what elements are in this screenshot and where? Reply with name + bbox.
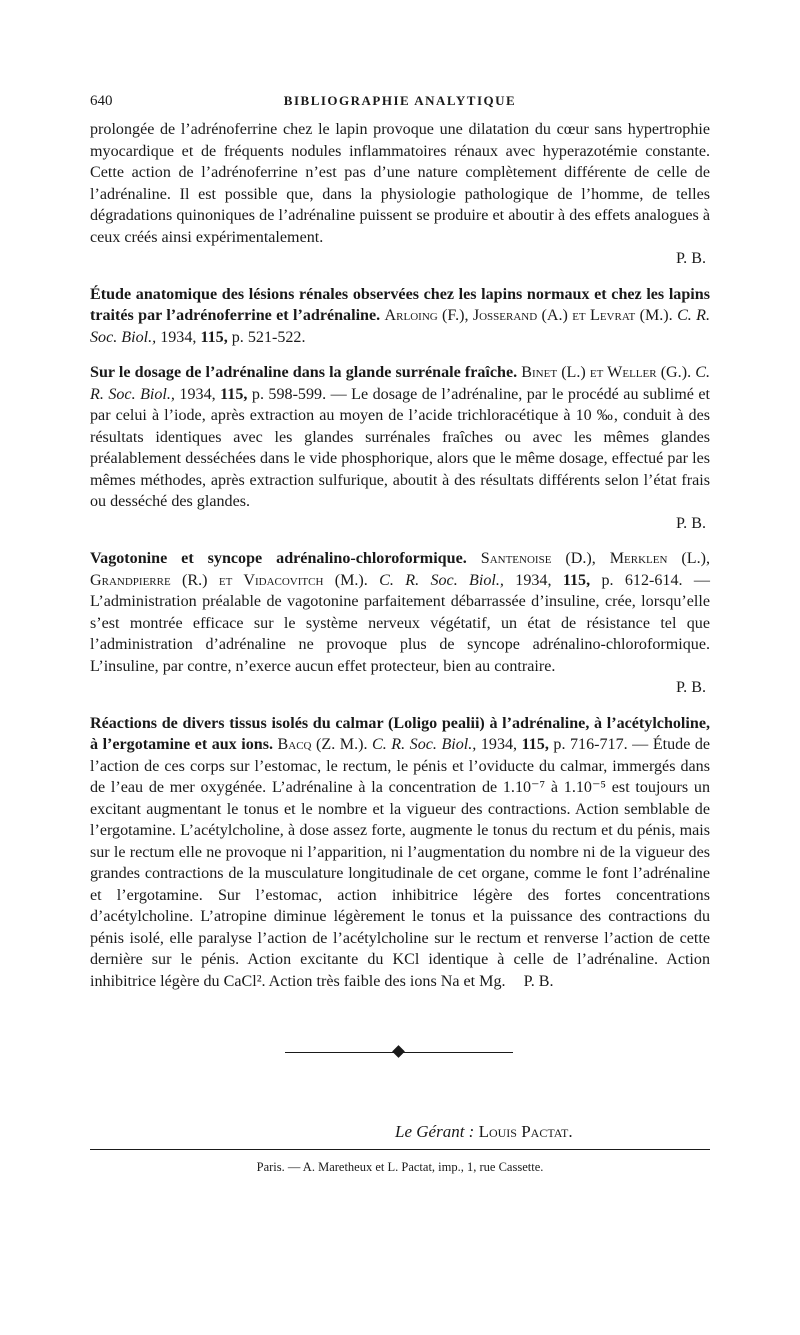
entry-volume: 115, — [220, 385, 248, 403]
entry-text: Étude de l’action de ces corps sur l’estomac, le rectum, le pénis et l’oviducte du calmar, immergés dans de l’eau de mer oxygénée. L’adrénaline à la concentration de 1.10⁻⁷ à 1.10⁻⁵ est toujours un excitant augmentant le tonus et le nombre et la vigueur des contractions. Action semblable de l’ergotamine. L’acétylcholine, à dose assez forte, augmente le tonus du rectum et du pénis, mais sur le rectum elle ne provoque ni l’apparition, ni l’augmentation du nombre ni de la vigueur des grandes contractions de la musculature longitudinale de cet organe, comme le font l’adrénaline et l’ergotamine. Sur l’estomac, action inhibitrice légère des fortes concentrations d’acétylcholine. L’atropine diminue légèrement le tonus et la puissance des contractions du pénis isolé, elle paralyse l’action de l’acétylcholine sur le rectum et renverse l’action de cette dernière sur le pénis. Action excitante du KCl identique à celle de l’adrénaline. Action inhibitrice légère du CaCl². Action très faible des ions Na et Mg. — [90, 736, 711, 990]
footer-rule — [90, 1149, 710, 1150]
diamond-ornament-icon — [392, 1045, 405, 1058]
entry-year: 1934, — [515, 571, 552, 589]
entry-text: prolongée de l’adrénoferrine chez le lapin provoque une dilatation du cœur sans hypertrophie myocardique et de fréquents nodules inflammatoires rénaux avec hyperazotémie constante. Cette action de l’adrénoferrine n’est pas d’une nature complètement différente de celle de l’adrénaline. Il est possible que, dans la physiologie pathologique de l’homme, de telles dégradations quinoniques de l’adrénaline puissent se produire et aboutir à des effets analogues à ceux créés ainsi expérimentalement. — [90, 121, 710, 246]
entry-signature: P. B. — [523, 972, 554, 990]
entry-journal: C. R. Soc. Biol., — [90, 307, 711, 346]
running-title: BIBLIOGRAPHIE ANALYTIQUE — [283, 93, 517, 108]
entry-text: Le dosage de l’adrénaline, par le procédé au sublimé et par celui à l’iode, après extraction au moyen de l’acide trichloracétique à 10 ‰, conduit à des résultats identiques avec les glandes surrénales fraîches ou avec les mêmes glandes préalablement desséchées dans le vide phosphorique, alors que le même dosage, effectué par les mêmes méthodes, après extraction sulfurique, aboutit à des résultats différents selon l’état frais ou desséché des glandes. — [90, 385, 711, 510]
entry-signature: P. B. — [676, 250, 706, 267]
entry-signature: P. B. — [676, 679, 706, 696]
entry-pages: p. 716-717. — — [553, 736, 649, 753]
gerant-name: Louis Pactat. — [478, 1122, 573, 1141]
entry-signature: P. B. — [676, 514, 706, 532]
entry-continuation — [90, 119, 710, 270]
entry-year: 1934, — [179, 385, 216, 403]
page-number: 640 — [90, 93, 113, 109]
entry-volume: 115, — [200, 328, 228, 346]
gerant-label: Le Gérant : — [395, 1122, 475, 1141]
page-header — [90, 93, 710, 115]
entry-title: Vagotonine et syncope adrénalino-chloroformique. — [90, 550, 467, 567]
entry-authors: Arloing (F.), Josserand (A.) et Levrat (M.). — [384, 307, 673, 324]
entry-title: Étude anatomique des lésions rénales observées chez les lapins normaux et chez les lapins traités par l’adrénoferrine et l’adrénaline. — [90, 285, 710, 324]
entry-authors: Binet (L.) et Weller (G.). — [521, 364, 692, 381]
entry-bacq — [90, 713, 710, 993]
entry-year: 1934, — [160, 328, 197, 346]
gerant-line — [395, 1122, 573, 1142]
entry-authors: Santenoise (D.), Merklen (L.), Grandpierre (R.) et Vidacovitch (M.). — [90, 550, 711, 589]
entry-binet — [90, 362, 710, 534]
entry-journal: C. R. Soc. Biol., — [90, 364, 710, 403]
entry-title: Réactions de divers tissus isolés du calmar (Loligo pealii) à l’adrénaline, à l’acétylcholine, à l’ergotamine et aux ions. — [90, 714, 710, 753]
entry-journal: C. R. Soc. Biol., — [379, 571, 504, 589]
entry-text: L’administration préalable de vagotonine parfaitement débarrassée d’insuline, crée, lorsqu’elle s’est montrée efficace sur le système nerveux végétatif, un état de résistance tel que l’administration d’adrénaline ne provoque plus de syncope adrénalino-chloroformique. L’insuline, par contre, n’exerce aucun effet protecteur, bien au contraire. — [90, 593, 710, 675]
entry-pages: p. 521-522. — [231, 328, 306, 346]
entry-arloing — [90, 284, 710, 349]
entry-pages: p. 598-599. — — [251, 385, 347, 403]
entry-year: 1934, — [480, 736, 518, 753]
entry-journal: C. R. Soc. Biol., — [372, 736, 477, 753]
entry-santenoise — [90, 548, 710, 699]
entry-authors: Bacq (Z. M.). — [277, 736, 368, 753]
bibliography-body — [90, 119, 710, 1006]
printer-imprint: Paris. — A. Maretheux et L. Pactat, imp., 1, rue Cassette. — [256, 1160, 544, 1174]
entry-title: Sur le dosage de l’adrénaline dans la glande surrénale fraîche. — [90, 364, 518, 381]
entry-volume: 115, — [521, 736, 549, 753]
entry-pages: p. 612-614. — — [601, 571, 710, 589]
entry-volume: 115, — [562, 571, 591, 589]
